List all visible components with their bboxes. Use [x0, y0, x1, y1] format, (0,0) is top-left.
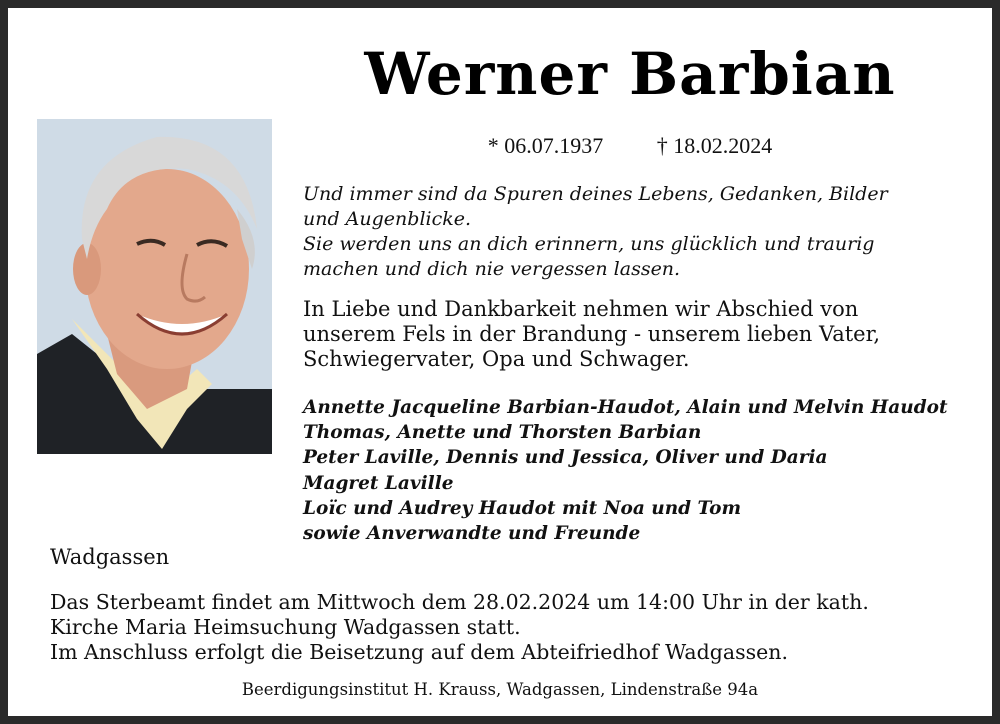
mourner-line: Peter Laville, Dennis und Jessica, Oliver und Daria [303, 447, 828, 469]
undertaker-info: Beerdigungsinstitut H. Krauss, Wadgassen, Lindenstraße 94a [241, 680, 759, 699]
mourner-line: Loïc und Audrey Haudot mit Noa und Tom [303, 497, 742, 519]
service-line: Kirche Maria Heimsuchung Wadgassen statt. [50, 615, 521, 639]
mourner-line: Thomas, Anette und Thorsten Barbian [303, 422, 702, 444]
farewell-line: In Liebe und Dankbarkeit nehmen wir Abschied von [303, 297, 859, 321]
death-date: † 18.02.2024 [656, 133, 773, 158]
farewell-text [303, 297, 983, 372]
birth-date: * 06.07.1937 [487, 133, 604, 158]
mourners-list [303, 395, 993, 546]
farewell-line: unserem Fels in der Brandung - unserem lieben Vater, [303, 322, 880, 346]
service-line: Im Anschluss erfolgt die Beisetzung auf dem Abteifriedhof Wadgassen. [50, 640, 788, 664]
poem-line: Und immer sind da Spuren deines Lebens, Gedanken, Bilder [303, 183, 888, 205]
poem-line: Sie werden uns an dich erinnern, uns glücklich und traurig [303, 233, 875, 255]
service-line: Das Sterbeamt findet am Mittwoch dem 28.02.2024 um 14:00 Uhr in der kath. [50, 590, 869, 614]
service-details [50, 590, 970, 665]
mourner-line: sowie Anverwandte und Freunde [303, 523, 641, 545]
place-name: Wadgassen [50, 545, 170, 569]
deceased-name: Werner Barbian [364, 40, 896, 108]
poem-line: machen und dich nie vergessen lassen. [303, 258, 681, 280]
farewell-line: Schwiegervater, Opa und Schwager. [303, 347, 690, 371]
mourner-line: Magret Laville [303, 472, 454, 494]
life-dates [300, 133, 960, 159]
poem-line: und Augenblicke. [303, 208, 472, 230]
poem-verse [303, 182, 983, 282]
portrait-photo [37, 119, 272, 454]
mourner-line: Annette Jacqueline Barbian-Haudot, Alain und Melvin Haudot [303, 397, 948, 418]
portrait-image [37, 119, 272, 454]
